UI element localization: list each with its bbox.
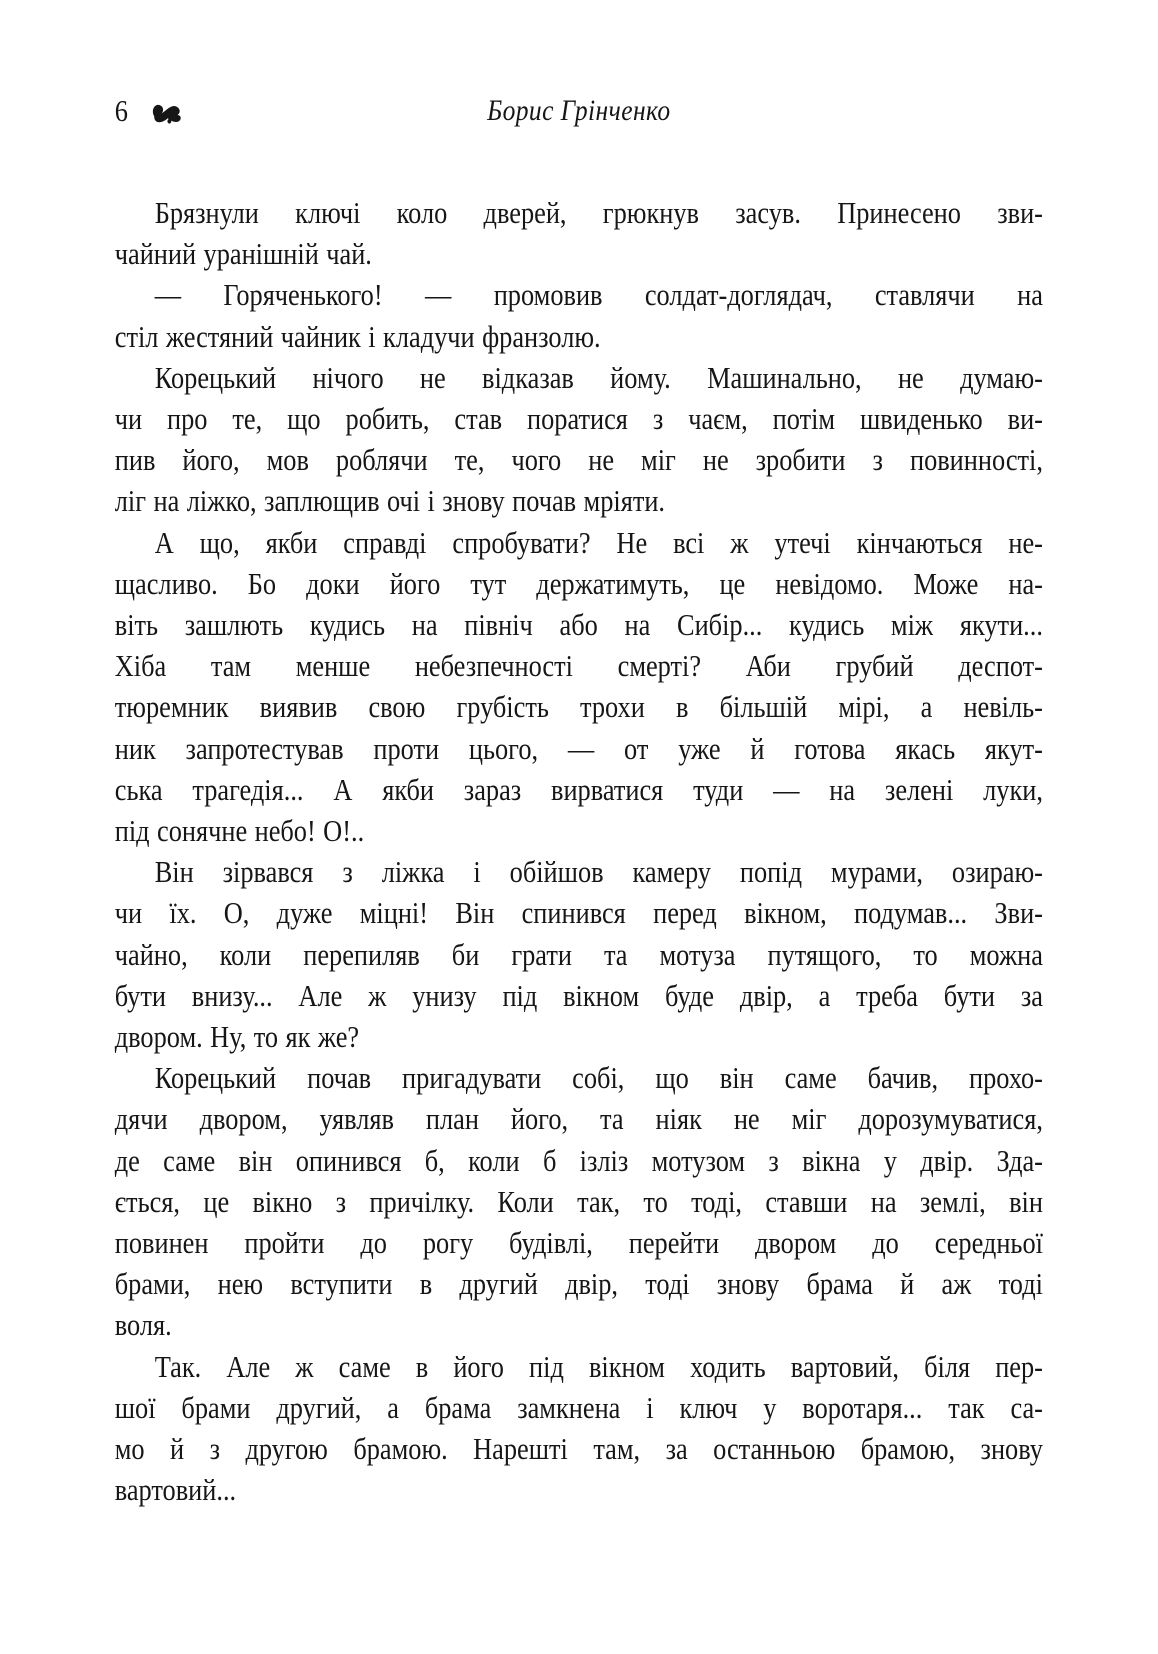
text-line: ліг на ліжко, заплющив очі і знову почав мріяти. — [114, 483, 666, 519]
text-line: Так. Але ж саме в його під вікном ходить вартовий, біля пер- — [154, 1348, 1043, 1384]
text-line: брами, нею вступити в другий двір, тоді знову брама й аж тоді — [114, 1266, 1043, 1302]
text-line: Корецький нічого не відказав йому. Машинально, не думаю- — [154, 359, 1043, 395]
paragraph — [115, 522, 1043, 852]
text-line: чайно, коли перепиляв би грати та мотуза путящого, то можна — [114, 936, 1043, 972]
text-line: повинен пройти до рогу будівлі, перейти двором до середньої — [114, 1225, 1043, 1261]
paragraph — [115, 1346, 1043, 1511]
text-line: ник запротестував проти цього, — от уже й готова якась якут- — [114, 730, 1043, 766]
fleuron-icon — [150, 101, 182, 130]
text-line: двором. Ну, то як же? — [114, 1019, 360, 1055]
text-block — [115, 192, 1043, 1511]
text-line: під сонячне небо! О!.. — [114, 813, 365, 849]
text-line: дячи двором, уявляв план його, та ніяк не міг дорозумуватися, — [114, 1101, 1043, 1137]
text-line: вартовий... — [114, 1472, 237, 1508]
paragraph — [115, 1057, 1043, 1345]
text-line: тюремник виявив свою грубість трохи в більшій мірі, а невіль- — [114, 689, 1043, 725]
text-line: чи їх. О, дуже міцні! Він спинився перед вікном, подумав... Зви- — [114, 895, 1043, 931]
text-line: Корецький почав пригадувати собі, що він саме бачив, прохо- — [154, 1060, 1043, 1096]
running-head-author: Борис Грінченко — [487, 94, 671, 127]
text-line: А що, якби справді спробувати? Не всі ж утечі кінчаються не- — [154, 524, 1043, 560]
paragraph — [115, 357, 1043, 522]
page-number: 6 — [114, 93, 128, 128]
text-line: шої брами другий, а брама замкнена і ключ у воротаря... так са- — [114, 1389, 1043, 1425]
text-line: воля. — [114, 1307, 172, 1343]
paragraph — [115, 851, 1043, 1057]
text-line: — Горяченького! — промовив солдат-доглядач, ставлячи на — [154, 277, 1043, 313]
text-line: стіл жестяний чайник і кладучи франзолю. — [114, 318, 601, 354]
text-line: мо й з другою брамою. Нарешті там, за останньою брамою, знову — [114, 1431, 1043, 1467]
text-line: ється, це вікно з причілку. Коли так, то тоді, ставши на землі, він — [114, 1183, 1043, 1219]
text-line: чайний уранішній чай. — [114, 236, 372, 272]
text-line: Хіба там менше небезпечності смерті? Аби грубий деспот- — [114, 648, 1043, 684]
text-line: де саме він опинився б, коли б ізліз мотузом з вікна у двір. Зда- — [114, 1142, 1043, 1178]
paragraph — [115, 192, 1043, 274]
text-line: ська трагедія... А якби зараз вирватися туди — на зелені луки, — [114, 771, 1043, 807]
text-line: пив його, мов роблячи те, чого не міг не зробити з повинності, — [114, 442, 1043, 478]
text-line: Брязнули ключі коло дверей, грюкнув засув. Принесено зви- — [154, 195, 1043, 230]
text-line: щасливо. Бо доки його тут держатимуть, це невідомо. Може на- — [114, 565, 1043, 601]
text-line: чи про те, що робить, став поратися з чаєм, потім швиденько ви- — [114, 401, 1043, 437]
paragraph — [115, 274, 1043, 356]
text-line: віть зашлють кудись на північ або на Сибір... кудись між якути... — [114, 607, 1043, 643]
text-line: бути внизу... Але ж унизу під вікном буде двір, а треба бути за — [114, 977, 1043, 1013]
text-line: Він зірвався з ліжка і обійшов камеру попід мурами, озираю- — [154, 854, 1043, 890]
page-header — [115, 94, 1043, 134]
